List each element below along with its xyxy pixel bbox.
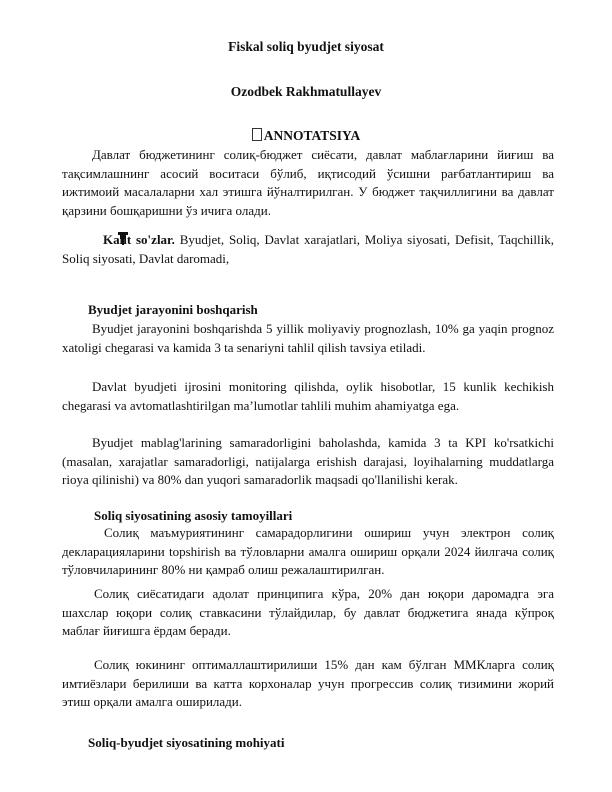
section1-paragraph-2: Davlat byudjeti ijrosini monitoring qilishda, oylik hisobotlar, 15 kunlik kechikish chegarasi va avtomatlashtirilgan ma’lumotlar tahlili muhim ahamiyatga ega.: [62, 379, 554, 413]
section2-paragraph-1: Солиқ маъмуриятининг самарадорлигини ошириш учун электрон солиқ декларацияларини topshirish ва тўловларни амалга ошириш орқали 2024 йилгача солиқ тўловчиларининг 80% ни қамраб олиш режалаштирилган.: [62, 525, 554, 577]
author-name: Ozodbek Rakhmatullayev: [230, 84, 382, 99]
keywords-text: Byudjet, Soliq, Davlat xarajatlari, Moliya siyosati, Defisit, Taqchillik, Soliq siyosati, Davlat daromadi,: [62, 232, 554, 266]
section2-paragraph-2: Солиқ сиёсатидаги адолат принципига кўра, 20% дан юқори даромадга эга шахслар юқори солиқ ставкасини тўлайдилар, бу давлат бюджетига янада кўпроқ маблағ йиғишга ёрдам беради.: [62, 586, 554, 638]
keywords-paragraph: [62, 231, 554, 268]
section-heading-tax-principles: Soliq siyosatining asosiy tamoyillari: [94, 508, 293, 523]
section-heading-budget-process: Byudjet jarayonini boshqarish: [88, 302, 258, 317]
section-heading-essence: Soliq-byudjet siyosatining mohiyati: [88, 735, 285, 750]
annotation-heading-text: ANNOTATSIYA: [263, 128, 361, 143]
missing-glyph-box-icon: [252, 128, 262, 141]
pin-icon: [90, 232, 100, 245]
paper-title: Fiskal soliq byudjet siyosat: [228, 39, 384, 54]
section2-paragraph-3: Солиқ юкининг оптималлаштирилиши 15% дан кам бўлган ММКларга солиқ имтиёзлари берилиши ва катта корхоналар учун прогрессив солиқ тизимини жорий этиш орқали амалга оширилади.: [62, 657, 554, 709]
section1-paragraph-1: Byudjet jarayonini boshqarishda 5 yillik moliyaviy prognozlash, 10% ga yaqin prognoz xatoligi chegarasi va kamida 3 ta senariyni tahlil qilish tavsiya etiladi.: [62, 321, 554, 355]
annotation-heading: [0, 128, 612, 144]
section1-paragraph-3: Byudjet mablag'larining samaradorligini baholashda, kamida 3 ta KPI ko'rsatkichi (masalan, xarajatlar samaradorligi, natijalarga erishish darajasi, loyihalarning muddatlarga rioya qilinishi) va 80% dan yuqori samaradorlik maqsadi qo'llanilishi kerak.: [62, 435, 554, 487]
annotation-text: Давлат бюджетининг солиқ-бюджет сиёсати, давлат маблағларини йиғиш ва тақсимлашнинг асосий воситаси бўлиб, иқтисодий ўсишни рағбатлантириш ва ижтимоий масалаларни хал этишга йўналтирилган. У бюджет тақчиллигини ва давлат қарзини бошқаришни ўз ичига олади.: [62, 147, 554, 218]
keywords-label: Kalit so'zlar.: [103, 232, 175, 247]
